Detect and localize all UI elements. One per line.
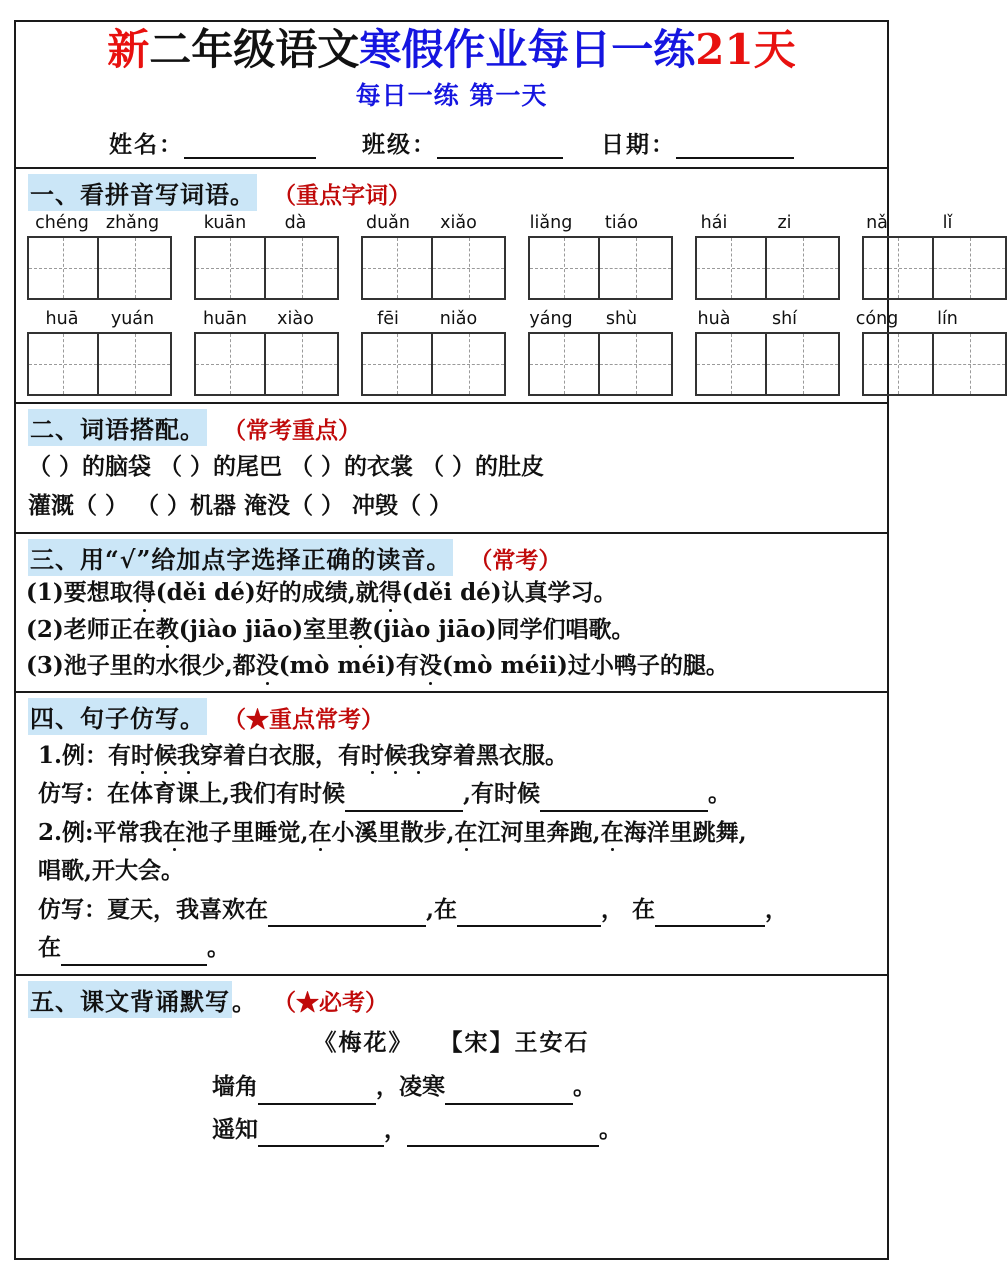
tianzige-cell[interactable] <box>864 238 934 298</box>
pinyin-cell: tiáo <box>604 213 639 234</box>
tianzige-cell[interactable] <box>99 334 170 394</box>
section-2-tag: （常考重点） <box>223 417 361 445</box>
poem-line-2[interactable] <box>16 1107 887 1150</box>
section-4-title: 四、句子仿写。 <box>28 698 207 735</box>
section-4-heading <box>16 693 887 737</box>
poem-l2-c: 。 <box>599 1115 622 1143</box>
q3-pre: (3)池子里的水很少,都 <box>26 652 256 680</box>
poem-title-row <box>16 1020 887 1063</box>
poem-title: 《梅花》 <box>313 1028 414 1056</box>
dotted-char: 时 <box>131 739 154 774</box>
tianzige-cell[interactable] <box>697 334 767 394</box>
ex2-prefix: 2.例: <box>38 818 94 846</box>
tianzige-cell[interactable] <box>266 238 337 298</box>
tianzige-cell[interactable] <box>266 334 337 394</box>
tianzige-cell[interactable] <box>767 238 838 298</box>
tianzige-cell[interactable] <box>530 238 600 298</box>
class-label: 班级： <box>362 131 437 159</box>
answer-blank[interactable] <box>457 905 601 927</box>
pinyin-cell: shí <box>771 309 798 330</box>
tianzige-pair[interactable] <box>862 236 1007 300</box>
ans1-c: 。 <box>708 780 732 808</box>
dotted-char: 我 <box>407 739 430 774</box>
poem-l2-b: ， <box>384 1115 407 1143</box>
pinyin-cell: zi <box>777 213 792 234</box>
tianzige-pair[interactable] <box>695 332 840 396</box>
q1-pre: (1)要想取 <box>26 579 133 607</box>
tianzige-cell[interactable] <box>600 238 671 298</box>
date-field[interactable] <box>601 126 794 159</box>
section-4-example-2 <box>16 814 887 853</box>
tianzige-pair[interactable] <box>528 236 673 300</box>
answer-blank[interactable] <box>345 790 463 812</box>
tianzige-cell[interactable] <box>697 238 767 298</box>
section-4-example-1 <box>16 737 887 776</box>
dotted-char: 候 <box>154 739 177 774</box>
tianzige-cell[interactable] <box>363 334 433 394</box>
section-5-tag: （★必考） <box>273 988 388 1016</box>
section-5-heading <box>16 976 887 1020</box>
tianzige-cell[interactable] <box>29 334 99 394</box>
title-part-3: 寒假作业每日一练 <box>359 25 696 74</box>
pinyin-cell: chéng <box>35 213 89 234</box>
tianzige-pair[interactable] <box>27 236 172 300</box>
section-4 <box>16 693 887 976</box>
tianzige-pair[interactable] <box>361 332 506 396</box>
tianzige-pair[interactable] <box>695 236 840 300</box>
ans2-b: ,在 <box>426 895 458 923</box>
ex1-a: 有 <box>108 741 132 769</box>
ex1-c: 穿着黑衣服。 <box>430 741 569 769</box>
ans2-d: ， <box>765 895 789 923</box>
worksheet-page <box>14 20 958 1260</box>
tianzige-cell[interactable] <box>864 334 934 394</box>
section-4-tag: （★重点常考） <box>223 705 384 733</box>
section-4-example-2-cont: 唱歌,开大会。 <box>38 857 185 885</box>
page-title <box>16 26 887 73</box>
section-4-answer-1[interactable] <box>16 775 887 814</box>
pinyin-cell: nǎ <box>866 213 888 234</box>
ex2-d: 江河里奔跑, <box>477 818 601 846</box>
pinyin-cell: huā <box>45 309 79 330</box>
poem-author: 【宋】王安石 <box>439 1028 590 1056</box>
pinyin-cell: duǎn <box>365 213 410 234</box>
ans1-b: ,有时候 <box>463 780 541 808</box>
dotted-char: 教 <box>156 613 179 648</box>
ex2-a: 平常我 <box>93 818 163 846</box>
tianzige-cell[interactable] <box>196 238 266 298</box>
poem-l1-a: 墙角 <box>212 1073 258 1101</box>
pinyin-cell: niǎo <box>439 309 478 330</box>
section-3-question-3[interactable] <box>16 649 887 686</box>
dotted-char: 时 <box>361 739 384 774</box>
poem-l1-c: 。 <box>573 1073 596 1101</box>
section-5 <box>16 976 887 1150</box>
ex1-b: 穿着白衣服，有 <box>200 741 362 769</box>
poem-l2-a: 遥知 <box>212 1115 258 1143</box>
section-2 <box>16 404 887 534</box>
ex2-e: 海洋里跳舞, <box>623 818 747 846</box>
ex2-b: 池子里睡觉, <box>185 818 309 846</box>
dotted-char: 候 <box>384 739 407 774</box>
section-3-tag: （常考） <box>469 547 562 575</box>
pinyin-cell: zhǎng <box>105 213 160 234</box>
tianzige-cell[interactable] <box>934 238 1005 298</box>
pinyin-cell: huān <box>203 309 247 330</box>
ans1-a: 在体育课上,我们有时候 <box>107 780 346 808</box>
writing-grid-row-2 <box>16 332 887 396</box>
pinyin-cell: liǎng <box>529 213 573 234</box>
name-label: 姓名： <box>109 131 184 159</box>
section-1-heading <box>16 169 887 213</box>
pinyin-row-1 <box>16 213 953 236</box>
q2-pre: (2)老师正在 <box>26 615 156 643</box>
page-subtitle: 每日一练 第一天 <box>355 81 548 111</box>
date-input-line[interactable] <box>676 135 794 159</box>
writing-grid-row-1 <box>16 236 887 300</box>
tianzige-cell[interactable] <box>99 238 170 298</box>
tianzige-cell[interactable] <box>29 238 99 298</box>
poem-blank[interactable] <box>445 1083 573 1105</box>
poem-l1-b: ，凌寒 <box>376 1073 445 1101</box>
tianzige-cell[interactable] <box>433 238 504 298</box>
tianzige-pair[interactable] <box>528 332 673 396</box>
tianzige-cell[interactable] <box>934 334 1005 394</box>
answer-blank[interactable] <box>268 905 426 927</box>
dotted-char: 没 <box>256 649 279 684</box>
section-3-heading <box>16 534 887 576</box>
class-field[interactable] <box>362 126 563 159</box>
section-3-question-2[interactable] <box>16 613 887 650</box>
dotted-char: 得 <box>379 576 402 611</box>
ans2-prefix: 仿写： <box>38 895 107 923</box>
pinyin-row-2 <box>16 309 958 332</box>
ans2-f: 。 <box>207 934 230 962</box>
ex2-c: 小溪里散步, <box>331 818 455 846</box>
class-input-line[interactable] <box>437 135 563 159</box>
section-1-title: 一、看拼音写词语。 <box>28 174 257 211</box>
pinyin-cell: shù <box>605 309 638 330</box>
pinyin-cell: yáng <box>529 309 573 330</box>
pinyin-cell: lín <box>937 309 958 330</box>
poem-blank[interactable] <box>258 1083 376 1105</box>
pinyin-cell: hái <box>700 213 728 234</box>
tianzige-cell[interactable] <box>600 334 671 394</box>
tianzige-cell[interactable] <box>433 334 504 394</box>
name-input-line[interactable] <box>184 135 316 159</box>
section-2-title: 二、词语搭配。 <box>28 409 207 446</box>
title-part-4: 21天 <box>695 25 796 74</box>
ans2-e: 在 <box>38 934 61 962</box>
section-2-line-1[interactable]: （ ）的脑袋 （ ）的尾巴 （ ）的衣裳 （ ）的肚皮 <box>28 453 545 481</box>
answer-blank[interactable] <box>540 790 708 812</box>
section-4-answer-2-cont[interactable] <box>16 929 887 968</box>
tianzige-cell[interactable] <box>530 334 600 394</box>
q2-mid: (jiào jiāo)室里 <box>178 615 350 643</box>
poem-blank[interactable] <box>407 1125 599 1147</box>
dotted-char: 在 <box>601 816 624 851</box>
tianzige-pair[interactable] <box>361 236 506 300</box>
section-3 <box>16 534 887 693</box>
pinyin-cell: xiǎo <box>440 213 477 234</box>
ans2-a: 夏天，我喜欢在 <box>107 895 268 923</box>
pinyin-cell: yuán <box>110 309 155 330</box>
title-part-1: 新 <box>107 25 150 74</box>
tianzige-cell[interactable] <box>196 334 266 394</box>
dotted-char: 在 <box>163 816 186 851</box>
ans2-c: ， 在 <box>601 895 656 923</box>
pinyin-cell: fēi <box>377 309 399 330</box>
tianzige-pair[interactable] <box>27 332 172 396</box>
section-3-question-1[interactable] <box>16 576 887 613</box>
q3-end: (mò méii)过小鸭子的腿。 <box>441 652 729 680</box>
pinyin-cell: kuān <box>203 213 247 234</box>
dotted-char: 教 <box>349 613 372 648</box>
tianzige-cell[interactable] <box>363 238 433 298</box>
dotted-char: 我 <box>177 739 200 774</box>
pinyin-cell: cóng <box>855 309 899 330</box>
poem-line-1[interactable] <box>16 1062 887 1107</box>
dotted-char: 在 <box>309 816 332 851</box>
section-3-title: 三、用“√”给加点字选择正确的读音。 <box>28 539 453 576</box>
tianzige-pair[interactable] <box>194 236 339 300</box>
student-info-row <box>16 126 887 159</box>
section-5-title-period: 。 <box>232 986 257 1016</box>
section-5-title: 五、课文背诵默写 <box>28 981 232 1018</box>
answer-blank[interactable] <box>655 905 765 927</box>
answer-blank[interactable] <box>61 944 207 966</box>
section-2-line-2[interactable]: 灌溉（ ） （ ）机器 淹没（ ） 冲毁（ ） <box>28 491 453 519</box>
ex1-prefix: 1.例： <box>38 741 109 769</box>
pinyin-cell: lǐ <box>942 213 953 234</box>
tianzige-cell[interactable] <box>767 334 838 394</box>
q2-end: (jiào jiāo)同学们唱歌。 <box>372 615 635 643</box>
date-label: 日期： <box>601 131 676 159</box>
ans1-prefix: 仿写： <box>38 780 107 808</box>
dotted-char: 在 <box>455 816 478 851</box>
section-4-answer-2[interactable] <box>16 891 887 930</box>
poem-blank[interactable] <box>258 1125 384 1147</box>
section-1-tag: （重点字词） <box>273 182 411 210</box>
worksheet-header <box>16 22 887 169</box>
q1-end: (děi dé)认真学习。 <box>401 579 617 607</box>
tianzige-pair[interactable] <box>862 332 1007 396</box>
section-2-heading <box>16 404 887 448</box>
pinyin-cell: huà <box>697 309 731 330</box>
title-part-2: 二年级语文 <box>149 25 360 74</box>
pinyin-cell: xiào <box>277 309 314 330</box>
tianzige-pair[interactable] <box>194 332 339 396</box>
q3-mid: (mò méi)有 <box>278 652 419 680</box>
q1-mid: (děi dé)好的成绩,就 <box>155 579 379 607</box>
name-field[interactable] <box>109 126 316 159</box>
section-1 <box>16 169 958 404</box>
dotted-char: 没 <box>419 649 442 684</box>
dotted-char: 得 <box>133 576 156 611</box>
pinyin-cell: dà <box>284 213 307 234</box>
